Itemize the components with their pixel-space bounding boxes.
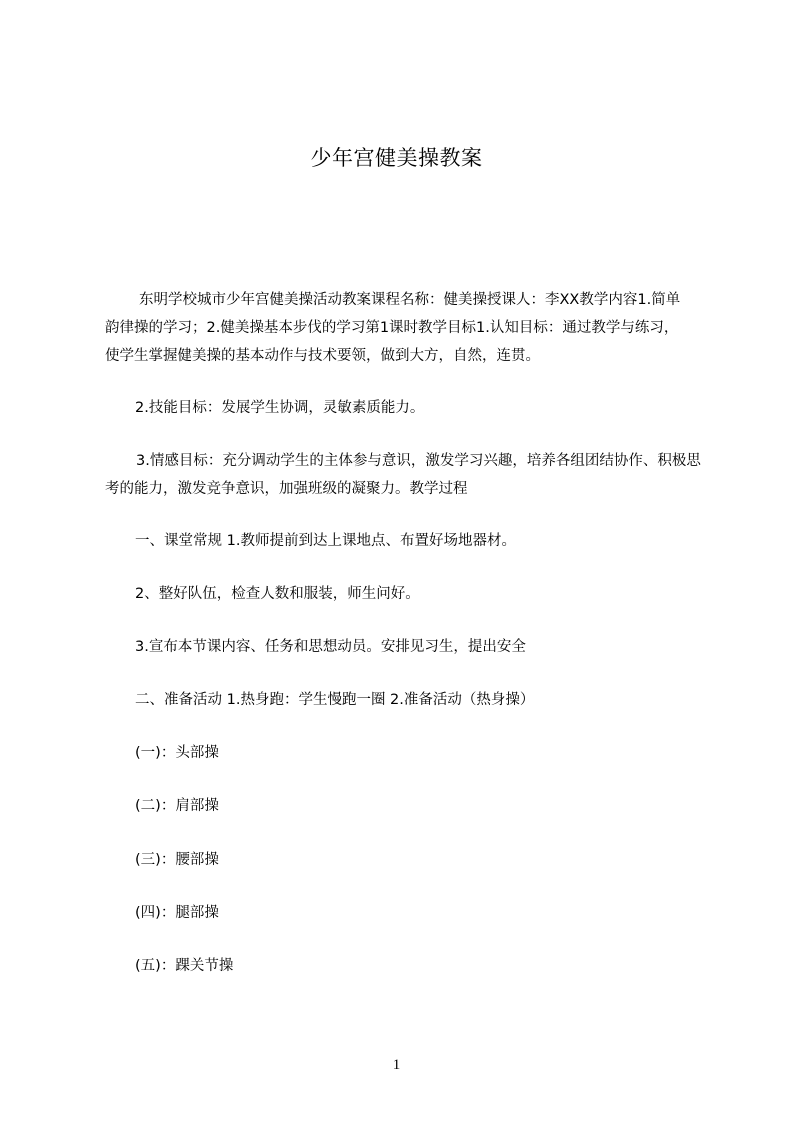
warmup-item: (三)：腰部操 <box>135 852 219 868</box>
routine-section-heading: 一、课堂常规 1.教师提前到达上课地点、布置好场地器材。 <box>135 533 516 549</box>
routine-step-2: 2、整好队伍，检查人数和服装，师生问好。 <box>135 586 420 602</box>
warmup-item: (五)：踝关节操 <box>135 958 234 974</box>
routine-step-3: 3.宣布本节课内容、任务和思想动员。安排见习生，提出安全 <box>135 639 526 655</box>
warmup-item: (二)：肩部操 <box>135 798 219 814</box>
skill-goal-paragraph: 2.技能目标：发展学生协调，灵敏素质能力。 <box>135 400 425 416</box>
intro-paragraph: 东明学校城市少年宫健美操活动教案课程名称：健美操授课人：李XX教学内容1.简单韵律操的学习；2.健美操基本步伐的学习第1课时教学目标1.认知目标：通过教学与练习，使学生掌握健美操的基本动作与技术要领，做到大方，自然，连贯。 <box>105 292 681 364</box>
warmup-section-heading: 二、准备活动 1.热身跑：学生慢跑一圈 2.准备活动（热身操） <box>135 692 535 708</box>
document-title: 少年宫健美操教案 <box>310 146 483 170</box>
emotion-goal-paragraph: 3.情感目标：充分调动学生的主体参与意识，激发学习兴趣，培养各组团结协作、积极思考的能力，激发竞争意识，加强班级的凝聚力。教学过程 <box>105 453 701 497</box>
warmup-item: (四)：腿部操 <box>135 905 219 921</box>
page-number: 1 <box>392 1057 401 1073</box>
warmup-item: (一)：头部操 <box>135 745 219 761</box>
